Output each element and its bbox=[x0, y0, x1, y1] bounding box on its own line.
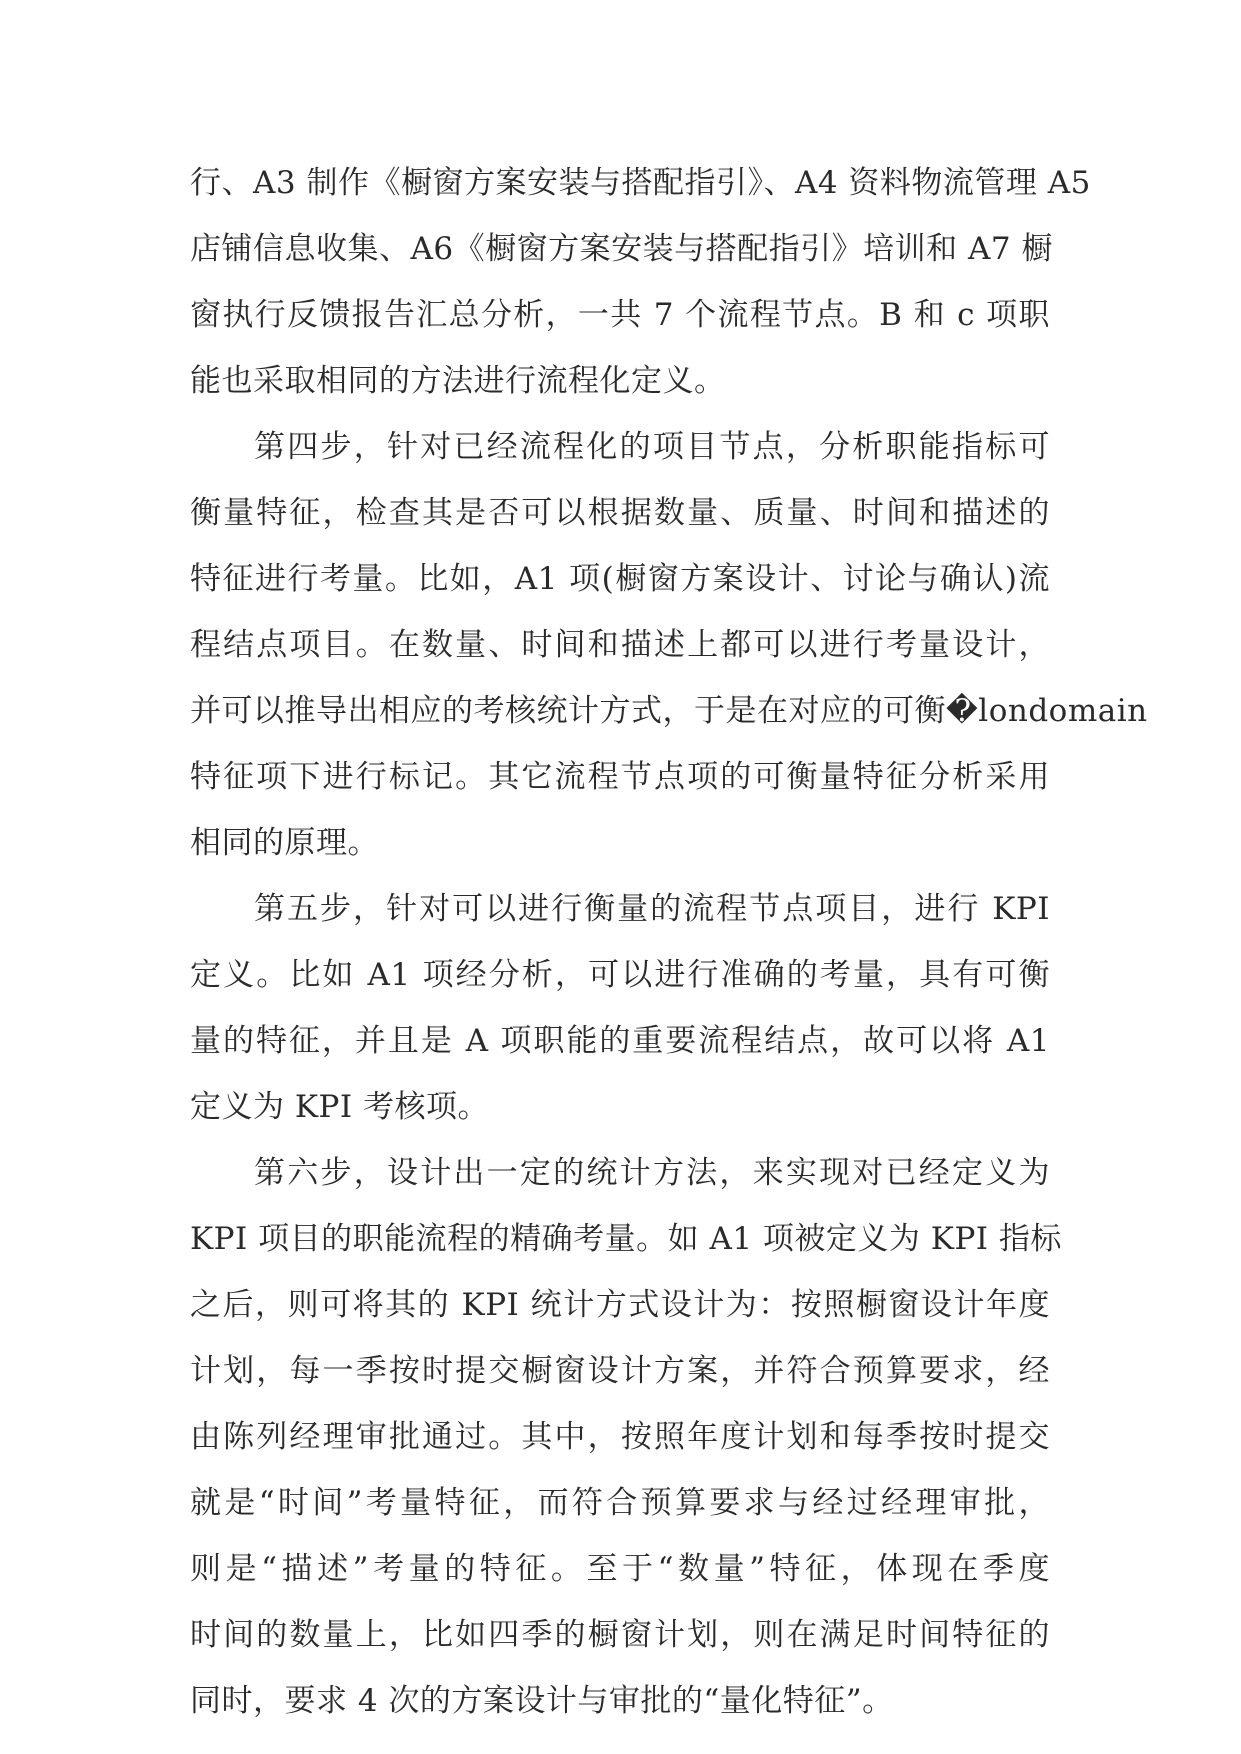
text-line: 定义为 KPI 考核项。 bbox=[190, 1089, 489, 1125]
paragraph-p1 bbox=[190, 150, 1091, 414]
text-line: 特征项下进行标记。其它流程节点项的可衡量特征分析采用 bbox=[190, 759, 1050, 795]
text-line: 能也采取相同的方法进行流程化定义。 bbox=[190, 363, 726, 399]
text-line: 窗执行反馈报告汇总分析，一共 7 个流程节点。B 和 c 项职 bbox=[190, 297, 1050, 333]
text-line: 就是“时间”考量特征，而符合预算要求与经过经理审批， bbox=[190, 1485, 1050, 1521]
text-line: 行、A3 制作《橱窗方案安装与搭配指引》、A4 资料物流管理 A5 bbox=[190, 165, 1091, 201]
text-line: 特征进行考量。比如，A1 项(橱窗方案设计、讨论与确认)流 bbox=[190, 561, 1050, 597]
text-line: 衡量特征，检查其是否可以根据数量、质量、时间和描述的 bbox=[190, 495, 1050, 531]
text-line: 相同的原理。 bbox=[190, 825, 379, 861]
text-line: 量的特征，并且是 A 项职能的重要流程结点，故可以将 A1 bbox=[190, 1023, 1050, 1059]
text-line: KPI 项目的职能流程的精确考量。如 A1 项被定义为 KPI 指标 bbox=[190, 1221, 1062, 1257]
text-line: 第四步，针对已经流程化的项目节点，分析职能指标可 bbox=[254, 429, 1050, 465]
text-line: 定义。比如 A1 项经分析，可以进行准确的考量，具有可衡 bbox=[190, 957, 1050, 993]
paragraph-p2 bbox=[190, 414, 1148, 876]
text-line: 之后，则可将其的 KPI 统计方式设计为：按照橱窗设计年度 bbox=[190, 1287, 1050, 1323]
text-line: 第五步，针对可以进行衡量的流程节点项目，进行 KPI bbox=[254, 891, 1050, 927]
document-body bbox=[190, 150, 1148, 1734]
paragraph-p4 bbox=[190, 1140, 1062, 1734]
text-line: 并可以推导出相应的考核统计方式，于是在对应的可衡�londomain bbox=[190, 693, 1148, 729]
paragraph-p3 bbox=[190, 876, 1050, 1140]
text-line: 则是“描述”考量的特征。至于“数量”特征，体现在季度 bbox=[190, 1551, 1050, 1587]
text-line: 程结点项目。在数量、时间和描述上都可以进行考量设计， bbox=[190, 627, 1050, 663]
text-line: 计划，每一季按时提交橱窗设计方案，并符合预算要求，经 bbox=[190, 1353, 1050, 1389]
text-line: 时间的数量上，比如四季的橱窗计划，则在满足时间特征的 bbox=[190, 1617, 1050, 1653]
text-line: 店铺信息收集、A6《橱窗方案安装与搭配指引》培训和 A7 橱 bbox=[190, 231, 1053, 267]
text-line: 同时，要求 4 次的方案设计与审批的“量化特征”。 bbox=[190, 1683, 894, 1719]
text-line: 由陈列经理审批通过。其中，按照年度计划和每季按时提交 bbox=[190, 1419, 1050, 1455]
text-line: 第六步，设计出一定的统计方法，来实现对已经定义为 bbox=[254, 1155, 1050, 1191]
